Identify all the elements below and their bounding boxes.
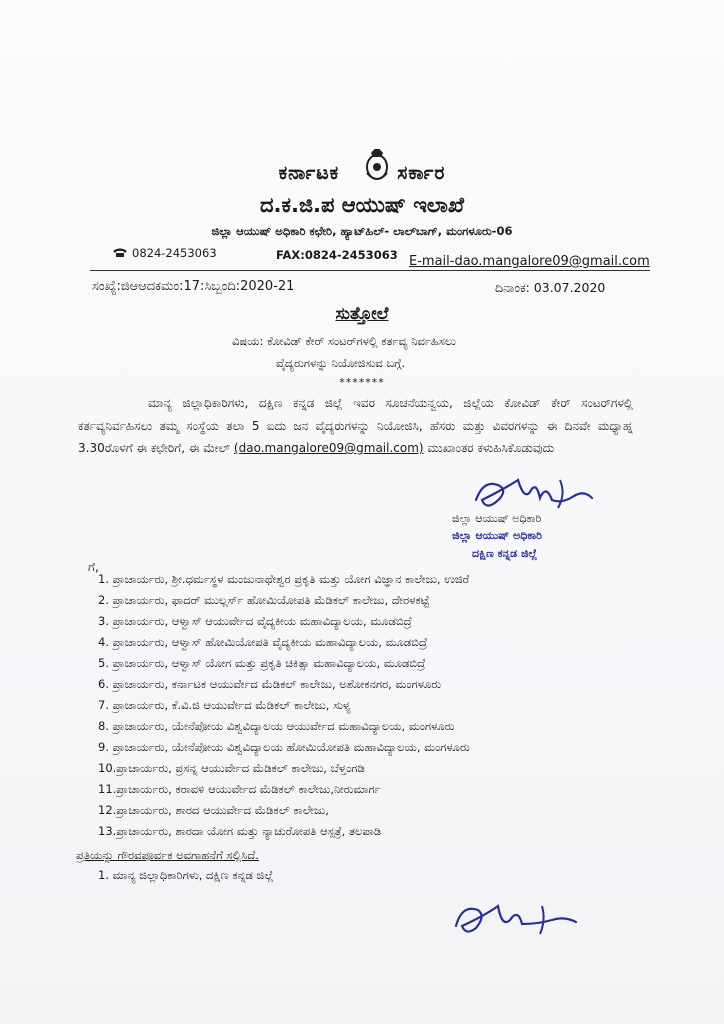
recipient-item: 10.ಪ್ರಾಚಾರ್ಯರು, ಪ್ರಸನ್ನ ಆಯುರ್ವೇದ ಮೆಡಿಕಲ್ ಕಾಲೇಜು, ಬೆಳ್ತಂಗಡಿ — [98, 761, 365, 775]
government-title-left: ಕರ್ನಾಟಕ — [278, 162, 340, 184]
recipient-item: 1. ಪ್ರಾಚಾರ್ಯರು, ಶ್ರೀ.ಧರ್ಮಸ್ಥಳ ಮಂಜುನಾಥೇಶ್ವರ ಪ್ರಕೃತಿ ಮತ್ತು ಯೋಗ ವಿಜ್ಞಾನ ಕಾಲೇಜು, ಉಜಿರೆ — [98, 572, 470, 586]
subject-line-2: ವೈದ್ಯರುಗಳನ್ನು ನಿಯೋಜಿಸುವ ಬಗ್ಗೆ. — [276, 356, 406, 370]
document-date: ದಿನಾಂಕ: 03.07.2020 — [495, 280, 606, 295]
recipient-item: 13.ಪ್ರಾಚಾರ್ಯರು, ಶಾರದಾ ಯೋಗ ಮತ್ತು ನ್ಯಾಚುರೋಪತಿ ಆಸ್ಪತ್ರೆ, ತಲಪಾಡಿ — [98, 824, 382, 838]
telephone-icon — [112, 247, 128, 258]
recipient-item: 6. ಪ್ರಾಚಾರ್ಯರು, ಕರ್ನಾಟಕ ಆಯುರ್ವೇದ ಮೆಡಿಕಲ್ ಕಾಲೇಜು, ಅಶೋಕನಗರ, ಮಂಗಳೂರು — [98, 677, 442, 691]
recipient-item: 2. ಪ್ರಾಚಾರ್ಯರು, ಫಾದರ್ ಮುಲ್ಲರ್ಸ್ ಹೋಮಿಯೋಪತಿ ಮೆಡಿಕಲ್ ಕಾಲೇಜು, ದೇರಳಕಟ್ಟೆ — [98, 593, 430, 607]
phone-line — [112, 246, 217, 260]
recipients-label: ಗೆ, — [88, 560, 99, 574]
officer-signature-initial — [448, 894, 588, 944]
government-title — [0, 162, 724, 184]
phone-number: 0824-2453063 — [132, 246, 217, 260]
recipient-item: 7. ಪ್ರಾಚಾರ್ಯರು, ಕೆ.ವಿ.ಜಿ ಆಯುರ್ವೇದ ಮೆಡಿಕಲ್ ಕಾಲೇಜು, ಸುಳ್ಯ — [98, 698, 351, 712]
copy-to-item: 1. ಮಾನ್ಯ ಜಿಲ್ಲಾಧಿಕಾರಿಗಳು, ದಕ್ಷಿಣ ಕನ್ನಡ ಜಿಲ್ಲೆ — [98, 868, 274, 882]
body-email: (dao.mangalore09@gmail.com) — [233, 441, 424, 455]
body-paragraph — [78, 392, 633, 460]
recipient-item: 11.ಪ್ರಾಚಾರ್ಯರು, ಕರಾವಳಿ ಆಯುರ್ವೇದ ಮೆಡಿಕಲ್ ಕಾಲೇಜು,ನೀರುಮಾರ್ಗ — [98, 782, 381, 796]
recipient-item: 3. ಪ್ರಾಚಾರ್ಯರು, ಆಳ್ವಾಸ್ ಆಯುರ್ವೇದ ವೈದ್ಯಕೀಯ ಮಹಾವಿದ್ಯಾಲಯ, ಮೂಡಬಿದ್ರೆ — [98, 614, 412, 628]
body-closing: ಮುಖಾಂತರ ಕಳುಹಿಸಿಕೊಡುವುದು — [427, 441, 555, 455]
recipient-item: 8. ಪ್ರಾಚಾರ್ಯರು, ಯೇನೆಪೋಯ ವಿಶ್ವವಿದ್ಯಾಲಯ ಆಯುರ್ವೇದ ಮಹಾವಿದ್ಯಾಲಯ, ಮಂಗಳೂರು — [98, 719, 455, 733]
reference-number: ಸಂಖ್ಯೆ:ಜಿಆಆದಕಮಂ:17:ಸಿಬ್ಬಂದಿ:2020-21 — [92, 279, 295, 294]
signatory-seal-line-1: ಜಿಲ್ಲಾ ಆಯುಷ್ ಅಧಿಕಾರಿ — [452, 529, 542, 542]
recipient-item: 4. ಪ್ರಾಚಾರ್ಯರು, ಆಳ್ವಾಸ್ ಹೋಮಿಯೋಪತಿ ವೈದ್ಯಕೀಯ ಮಹಾವಿದ್ಯಾಲಯ, ಮೂಡಬಿದ್ರೆ — [98, 635, 428, 649]
signatory-designation: ಜಿಲ್ಲಾ ಆಯುಷ್ ಅಧಿಕಾರಿ — [452, 512, 542, 525]
circular-title — [0, 304, 724, 324]
recipient-item: 12.ಪ್ರಾಚಾರ್ಯರು, ಶಾರದ ಆಯುರ್ವೇದ ಮೆಡಿಕಲ್ ಕಾಲೇಜು, — [98, 803, 329, 817]
recipient-item: 5. ಪ್ರಾಚಾರ್ಯರು, ಆಳ್ವಾಸ್ ಯೋಗ ಮತ್ತು ಪ್ರಕೃತಿ ಚಿಕಿತ್ಸಾ ಮಹಾವಿದ್ಯಾಲಯ, ಮೂಡಬಿದ್ರೆ — [98, 656, 426, 670]
recipient-item: 9. ಪ್ರಾಚಾರ್ಯರು, ಯೇನೆಪೋಯ ವಿಶ್ವವಿದ್ಯಾಲಯ ಹೋಮಿಯೋಪತಿ ಮಹಾವಿದ್ಯಾಲಯ, ಮಂಗಳೂರು — [98, 740, 470, 754]
department-name: ದ.ಕ.ಜಿ.ಪ ಆಯುಷ್ ಇಲಾಖೆ — [259, 193, 465, 217]
subject-line-1: ವಿಷಯ: ಕೋವಿಡ್ ಕೇರ್ ಸಂಟರ್‌ಗಳಲ್ಲಿ ಕರ್ತವ್ಯ ನಿರ್ವಹಿಸಲು — [232, 334, 456, 348]
body-text: ಮಾನ್ಯ ಜಿಲ್ಲಾಧಿಕಾರಿಗಳು, ದಕ್ಷಿಣ ಕನ್ನಡ ಜಿಲ್ಲೆ ಇವರ ಸೂಚನೆಯನ್ವಯ, ಜಿಲ್ಲೆಯ ಕೋವಿಡ್ ಕೇರ್ ಸಂಟರ್‌ಗಳಲ್ಲಿ ಕರ್ತವ್ಯನಿರ್ವಹಿಸಲು ತಮ್ಮ ಸಂಸ್ಥೆಯ ತಲಾ 5 ಐದು ಜನ ವೈದ್ಯರುಗಳನ್ನು ನಿಯೋಜಿಸಿ, ಹೆಸರು ಮತ್ತು ವಿವರಗಳನ್ನು ಈ ದಿನವೇ ಮಧ್ಯಾಹ್ನ 3.30ರೊಳಗೆ ಈ ಕಛೇರಿಗೆ, ಈ ಮೇಲ್ — [78, 396, 633, 455]
government-title-right: ಸರ್ಕಾರ — [397, 162, 446, 184]
fax-number: FAX:0824-2453063 — [276, 248, 398, 262]
circular-title-text: ಸುತ್ತೋಲೆ — [335, 304, 389, 324]
subject-separator: ******* — [339, 376, 385, 389]
signatory-seal-line-2: ದಕ್ಷಿಣ ಕನ್ನಡ ಜಿಲ್ಲೆ — [472, 547, 538, 560]
office-address: ಜಿಲ್ಲಾ ಆಯುಷ್ ಅಧಿಕಾರಿ ಕಛೇರಿ, ಹ್ಯಾಟ್‌ಹಿಲ್- ಲಾಲ್‌ಬಾಗ್, ಮಂಗಳೂರು-06 — [211, 224, 513, 238]
office-email: E-mail-dao.mangalore09@gmail.com — [409, 254, 650, 269]
header-divider — [90, 270, 650, 271]
copy-to-label: ಪ್ರತಿಯನ್ನು ಗೌರವಪೂರ್ವಕ ಅವಗಾಹನೆಗೆ ಸಲ್ಲಿಸಿದೆ. — [76, 848, 259, 862]
